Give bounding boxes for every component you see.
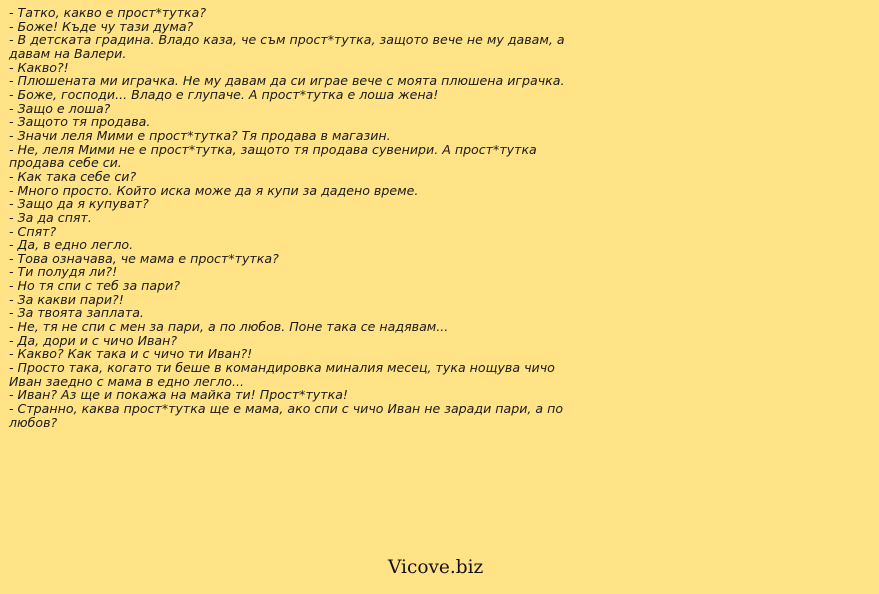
site-watermark: Vicove.biz: [388, 557, 484, 578]
joke-line: - Татко, какво е прост*тутка?: [9, 5, 207, 20]
joke-line: - За да спят.: [9, 209, 92, 225]
joke-line: - Да, дори и с чичо Иван?: [9, 332, 178, 348]
joke-line: - Защото тя продава.: [9, 114, 151, 130]
joke-line: - Иван? Аз ще и покажа на майка ти! Прост*тутка!: [9, 387, 348, 403]
joke-line: - Просто така, когато ти беше в командировка миналия месец, тука нощува чичо Иван заедно с мама в едно легло...: [9, 360, 555, 389]
joke-line: - Боже, господи... Владо е глупаче. А прост*тутка е лоша жена!: [9, 86, 439, 102]
joke-line: - Боже! Къде чу тази дума?: [9, 18, 194, 34]
joke-line: - Как така себе си?: [9, 168, 137, 184]
joke-line: - Защо да я купуват?: [9, 196, 149, 212]
joke-line: - Не, тя не спи с мен за пари, а по любов. Поне така се надявам...: [9, 319, 449, 335]
joke-line: - За какви пари?!: [9, 291, 124, 307]
joke-line: - Какво? Как така и с чичо ти Иван?!: [9, 346, 253, 362]
joke-line: - Значи леля Мими е прост*тутка? Тя продава в магазин.: [9, 127, 391, 143]
joke-line: - Да, в едно легло.: [9, 237, 134, 253]
joke-line: - Много просто. Който иска може да я купи за дадено време.: [9, 182, 419, 198]
joke-line: - Не, леля Мими не е прост*тутка, защото тя продава сувенири. А прост*тутка продава себе си.: [9, 141, 537, 171]
joke-line: - За твоята заплата.: [9, 305, 144, 321]
joke-line: - Какво?!: [9, 59, 69, 75]
joke-line: - Ти полудя ли?!: [9, 264, 118, 280]
joke-text: [9, 6, 589, 429]
joke-line: - Странно, каква прост*тутка ще е мама, ако спи с чичо Иван не заради пари, а по любов?: [9, 401, 564, 430]
joke-line: - Защо е лоша?: [9, 100, 111, 116]
joke-line: - Плюшената ми играчка. Не му давам да си играе вече с моята плюшена играчка.: [9, 73, 565, 89]
joke-line: - Но тя спи с теб за пари?: [9, 278, 180, 294]
joke-line: - Това означава, че мама е прост*тутка?: [9, 250, 279, 266]
joke-line: - В детската градина. Владо каза, че съм прост*тутка, защото вече не му давам, а давам на Валери.: [9, 32, 565, 61]
joke-line: - Спят?: [9, 223, 57, 239]
